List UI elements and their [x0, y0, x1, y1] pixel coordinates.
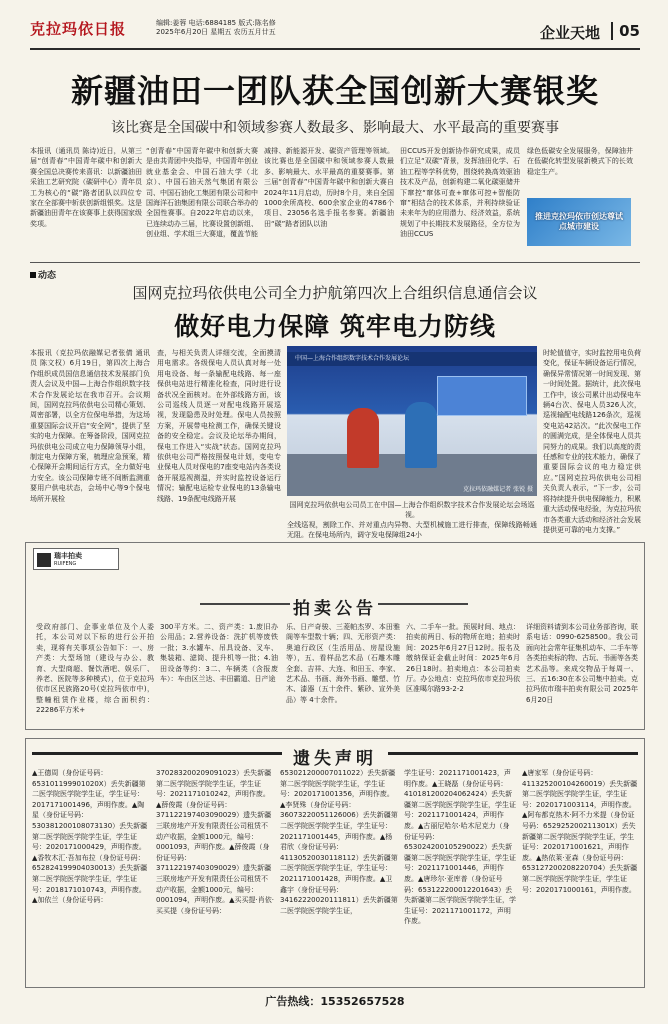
article1-subtitle: 该比赛是全国碳中和领域参赛人数最多、影响最大、水平最高的重要赛事 — [111, 120, 559, 136]
auction-title: 拍卖公告 — [293, 599, 377, 619]
auction-logo-title: 瑞丰拍卖 — [54, 552, 82, 560]
article1-col5: 绿色低碳安全发展服务，保障油井在低碳化转型发展新模式下的长效稳定生产。 — [527, 147, 633, 176]
lost-title: 遗失声明 — [293, 749, 377, 769]
article1-col4: 田CCUS开发创新协作研究成果，成员们立足“双碳”背景，发挥油田化学、石油工程等学科优势，围绕转换高效驱油技术及产品，创新构建二氧化碳驱储井下窜控“窜体可查+窜体可控+智能防窜”相结合的技术体系，并利持续验证未来年为的应用潜力、经济效益，系统规划了中长期技术发展路径，全方位为油田CCUS — [400, 147, 520, 239]
article2-photo — [287, 346, 537, 496]
auction-col3: 乐、日产奇骏、三菱帕杰罗、本田雅阁等车型数十辆；四、无形资产类：奥迪行政区（生活用品、房屋设施等），五、看样品艺术品（石雕木雕全套、吉祥、大连、和田玉、李家、艺术品、书画、海外书画、雕塑、竹木、漆器（五十余件、紫砂、宣外美品）等 4十余件。 — [286, 623, 400, 704]
article1-title: 新疆油田一团队获全国创新大赛银奖 — [70, 72, 599, 110]
lost-col2: 370283200209091023）丢失新疆第二医学院医学院学生证，学生证号：2021171010242，声明作废。▲薛俊霞（身份证号码：371122197403090029）遗失新疆三联房地产开发有限责任公司租赁不动产收据，金额1000元，编号：0001093，声明作废。▲薛俊霞（身份证号码：371122197403090029）遗失新疆三联房地产开发有限责任公司租赁不动产收据，金额1000元，编号：0001094，声明作废。▲买买提·肖依·买买提（身份证号码： — [156, 769, 274, 915]
article1-col3: 减排、新能源开发、碳资产管理等领域。该比赛也是全国碳中和领域参赛人数最多、影响最大、水平最高的重要赛事。第三届“创青春”中国青年碳中和创新大赛自2024年11月启动，历时8个月，来自全国1000余所高校、600余家企业的4786个项目、23056名选手报名参赛。新疆油田“碳”路者团队以油 — [264, 147, 394, 228]
masthead — [30, 18, 640, 50]
divider — [30, 262, 640, 263]
photo-person-1 — [347, 408, 379, 468]
article1-col1: 本报讯（通讯员 陈诗)近日，从第三届“创青春”中国青年碳中和创新大赛全国总决赛传来喜讯：以新疆油田采油工艺研究院（碳研中心）青年员工为核心的“碳”路者团队以四位专家在全部赛中斩获创新组银奖。这是新疆油田青年在该赛事上获得国家级奖项。 — [30, 147, 142, 228]
article2-col4: 时轮值值守，实时监控用电负荷变化，保证车辆设备运行情况，确保异常情况第一时间发现、第一时间处置。据统计，此次保电工作中，该公司累计出动保电车辆4台次、保电人员326人次，巡视输配电线路126条次，巡视变电站42站次。“此次保电工作的圆满完成，是全体保电人员共同努力的成果。我们以高度的责任感和专业的技术能力，确保了重要国际会议的电力稳定供应。”国网克拉玛依供电公司相关负责人表示，“下一步，公司将持续提升供电保障能力，积累重大活动保电经验，为克拉玛依市各类重大活动和经济社会发展提供更可靠的电力支撑。” — [543, 349, 641, 534]
photo-banner-text: 中国—上海合作组织数字技术合作发展论坛 — [287, 352, 537, 366]
article1-photo — [527, 198, 631, 246]
article2-col1: 本报讯（克拉玛依融媒记者张倩 通讯员 陈文权）6月19日，第四次上海合作组织成员国信息通信技术发展部门负责人会议及中国—上海合作组织数字技术合作发展论坛在我市召开。会议期间，国网克拉玛依供电公司精心策划、周密部署，以全方位保电举措，为这场重要国际会议开启“安全网”，提供了坚实的电力保障。在筹备阶段，国网克拉玛依供电公司成立电力保障领导小组，制定电力保障方案，梳理应急预案，精心保障开会期间运行方式，全力做好电力安全。该公司保障专班不间断监测重要用户供电状态，会场中心等9个保电场所开展检 — [30, 349, 150, 503]
masthead-meta-line1: 编辑:姜蓉 电话:6884185 版式:陈名修 — [156, 19, 276, 27]
page-number: 05 — [611, 22, 640, 40]
auction-logo-icon — [37, 553, 51, 567]
auction-logo — [33, 548, 119, 570]
auction-logo-sub: RUIFENG — [54, 561, 77, 567]
section-tag: 动态 — [30, 268, 56, 281]
newspaper-logo: 克拉玛依日报 — [30, 20, 127, 38]
section-name: 企业天地 — [539, 24, 600, 42]
auction-col5: 详细资料请到本公司业务部咨询，联系电话：0990-6258500。我公司面向社会常年征集机动车、二手车等各类拍卖标的物、古玩、书画等各类艺术品等。来成交物品于每周一、三、五16:30在本公司集中拍卖。克拉玛依市瑞丰拍卖有限公司 2025年6月20日 — [526, 623, 638, 704]
photo-credit: 克拉玛依融媒记者 张锐 摄 — [463, 486, 533, 493]
photo-person-2 — [405, 402, 437, 468]
ad-hotline: 广告热线：15352657528 — [265, 995, 405, 1008]
lost-col4: 学生证号：2021171001423，声明作废。▲王晓磊（身份证号码：410181200204062424）丢失新疆第二医学院医学院学生证，学生证号：2021171001424，声明作废。▲古丽尼哈尔·哈木尼克力（身份证号码：653024200105290022）丢失新疆第二医学院医学院学生证，学生证号：2021171001446，声明作废。▲唐珍尔·亚库普（身份证号码：653122200012201643）丢失新疆第二医学院医学院学生证，学生证号：2021171001172，声明作废。 — [404, 769, 516, 926]
masthead-meta — [156, 19, 276, 37]
article2-col3: 全线巡视，割除工作、并对重点内异物、大型机械施工进行排查，保障线路畅通无阻。在保电场所内，调守发电保障组24小 — [287, 521, 537, 540]
photo-screen — [437, 376, 527, 416]
article1-photo-caption: 推进克拉玛依市创达尊试点城市建设 — [535, 212, 623, 231]
auction-col2: 300平方米。二、资产类：1.废旧办公用品；2.营养设备：洗扩机等废铁一批；3.水罐车、吊具设备、叉车、集装箱、滤筒、提升机等一批；4.油田设备等约：3二、车辆类（含报废车）：车由区兰达、丰田霸道、日产途 — [160, 623, 278, 684]
article2-kicker: 国网克拉玛依供电公司全力护航第四次上合组织信息通信会议 — [132, 284, 538, 302]
article2-photo-caption: 国网克拉玛依供电公司员工在中国—上海合作组织数字技术合作发展论坛会场巡视。 — [289, 501, 535, 519]
article2-col2: 查，与相关负责人详细交流，全面摸清用电需求。各级保电人员认真对每一处用电设备、每一条输配电线路、每一座保供电站进行精准化检查，同时进行设备状况全面核对。在外部线路方面，该公司巡线人员逐一对配电线路开展巡视，发现隐患及时处理。保电人员按照方案，开展带电检测工作，确保关键设备的安全稳定。会议及论坛举办期间，保电工作进入“实战”状态。国网克拉玛依供电公司严格按照保电计划，变电专业保电人员对保电的7座变电站内各类设备开展巡视测温，并实时监控设备运行情况；输配电运检专业保电的13条输电线路、19条配电线路开展 — [157, 349, 281, 503]
auction-col4: 六、二手车一批。预展时间、地点：拍卖前两日、标的物所在地；拍卖时间：2025年6月27日12时。报名及缴纳保证金截止时间：2025年6月26日18时。拍卖地点：本公司拍卖厅。办公地点：克拉玛依市克拉玛依区准噶尔路93-2-2 — [406, 623, 520, 694]
lost-col5: ▲唐家军（身份证号码：411325200104260019）丢失新疆第二医学院医学院学生证，学生证号：2020171003114，声明作废。▲阿布都克热木·阿不力米提（身份证号码：652925200211301X）丢失新疆第二医学院医学院学生证，学生证号：2020171001621，声明作废。▲热依莱·亚森（身份证号码：653127200208220704）丢失新疆第二医学院医学院学生证，学生证号：2020171000161，声明作废。 — [522, 769, 638, 894]
article1-col2: “创青春”中国青年碳中和创新大赛是由共青团中央指导，中国青年创业就业基金会、中国石油大学（北京）、中国石油天然气集团有限公司、中国石油化工集团有限公司和中国海洋石油集团有限公司联合举办的全国性赛事。自2022年启动以来，已连续动办三届，比赛设置创新组、创业组、学术组三大赛道，覆盖节能 — [146, 147, 258, 239]
auction-col1: 受政府部门、企事业单位及个人委托，本公司对以下标的进行公开拍卖，现将有关事项公告如下：一、房产类：大型场馆（建设与办公、教育、大型商超、餐饮酒吧、娱乐厂、养老、医院等多种模式），位于克拉玛依市区民族路20号(克拉玛依市中)，整幢租赁作业楼，综合面积约：22286平方米+ — [36, 623, 154, 715]
lost-col1: ▲王德周（身份证号码：653101199901020X）丢失新疆第二医学院医学院学生证，学生证号：2017171001496，声明作废。▲陶星（身份证号码：530381200108073130）丢失新疆第二医学院医学院学生证，学生证号：2020171000429，声明作废。▲香牧木汇·吾加布拉（身份证号码：652824199904030013）丢失新疆第二医学院医学院学生证，学生证号：2018171010743，声明作废。▲加依兰（身份证号码： — [32, 769, 148, 905]
masthead-meta-line2: 2025年6月20日 星期五 农历五月廿五 — [156, 28, 276, 36]
lost-col3: 653021200007011022）丢失新疆第二医学院医学院学生证，学生证号：2020171001356，声明作废。▲李贤殊（身份证号码：36073220051126006）丢失新疆第二医学院医学院学生证，学生证号：2021171001445，声明作废。▲杨君欣（身份证号码：41130520030118112）丢失新疆第二医学院医学院学生证，学生证号：2021171001428，声明作废。▲卫鑫宇（身份证号码：34162220020111811）丢失新疆第二医学院医学院学生证， — [280, 769, 398, 915]
article2-headline: 做好电力保障 筑牢电力防线 — [174, 312, 496, 341]
